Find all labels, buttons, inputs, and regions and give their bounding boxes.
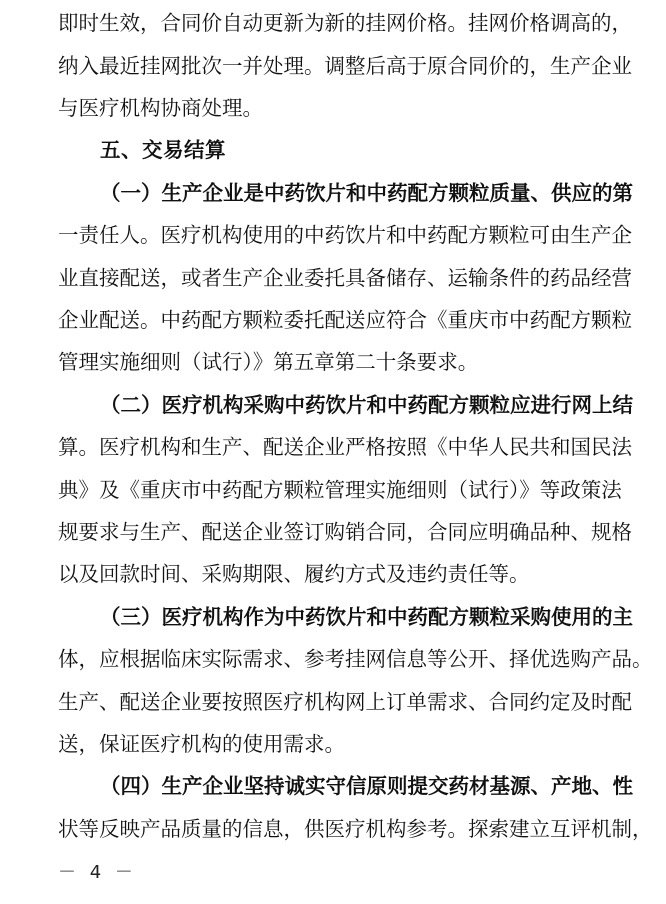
paragraph-line: 送，保证医疗机构的使用需求。 xyxy=(58,732,345,756)
paragraph-line: 算。医疗机构和生产、配送企业严格按照《中华人民共和国民法 xyxy=(58,435,632,459)
item-2-lead: （二）医疗机构采购中药饮片和中药配方颗粒应进行网上结 xyxy=(100,393,633,417)
item-1-lead: （一）生产企业是中药饮片和中药配方颗粒质量、供应的第 xyxy=(100,181,633,205)
item-4-lead: （四）生产企业坚持诚实守信原则提交药材基源、产地、性 xyxy=(100,774,633,798)
paragraph-line: 一责任人。医疗机构使用的中药饮片和中药配方颗粒可由生产企 xyxy=(58,223,632,247)
paragraph-line: 典》及《重庆市中药配方颗粒管理实施细则（试行）》等政策法 xyxy=(58,478,622,502)
paragraph-line: 体，应根据临床实际需求、参考挂网信息等公开、择优选购产品。 xyxy=(58,647,653,671)
paragraph-line: 状等反映产品质量的信息，供医疗机构参考。探索建立互评机制， xyxy=(58,817,653,841)
paragraph-line: 以及回款时间、采购期限、履约方式及违约责任等。 xyxy=(58,562,530,586)
paragraph-line: 规要求与生产、配送企业签订购销合同，合同应明确品种、规格 xyxy=(58,520,632,544)
paragraph-line: 与医疗机构协商处理。 xyxy=(58,96,263,120)
paragraph-line: 纳入最近挂网批次一并处理。调整后高于原合同价的，生产企业 xyxy=(58,54,632,78)
paragraph-line: 企业配送。中药配方颗粒委托配送应符合《重庆市中药配方颗粒 xyxy=(58,308,632,332)
paragraph-line: 生产、配送企业要按照医疗机构网上订单需求、合同约定及时配 xyxy=(58,690,632,714)
page-number: － 4 － xyxy=(58,862,137,883)
section-heading: 五、交易结算 xyxy=(100,138,226,162)
paragraph-line: 管理实施细则（试行）》第五章第二十条要求。 xyxy=(58,350,479,374)
item-3-lead: （三）医疗机构作为中药饮片和中药配方颗粒采购使用的主 xyxy=(100,605,633,629)
paragraph-line: 即时生效，合同价自动更新为新的挂网价格。挂网价格调高的， xyxy=(58,11,632,35)
paragraph-line: 业直接配送，或者生产企业委托具备储存、运输条件的药品经营 xyxy=(58,266,632,290)
